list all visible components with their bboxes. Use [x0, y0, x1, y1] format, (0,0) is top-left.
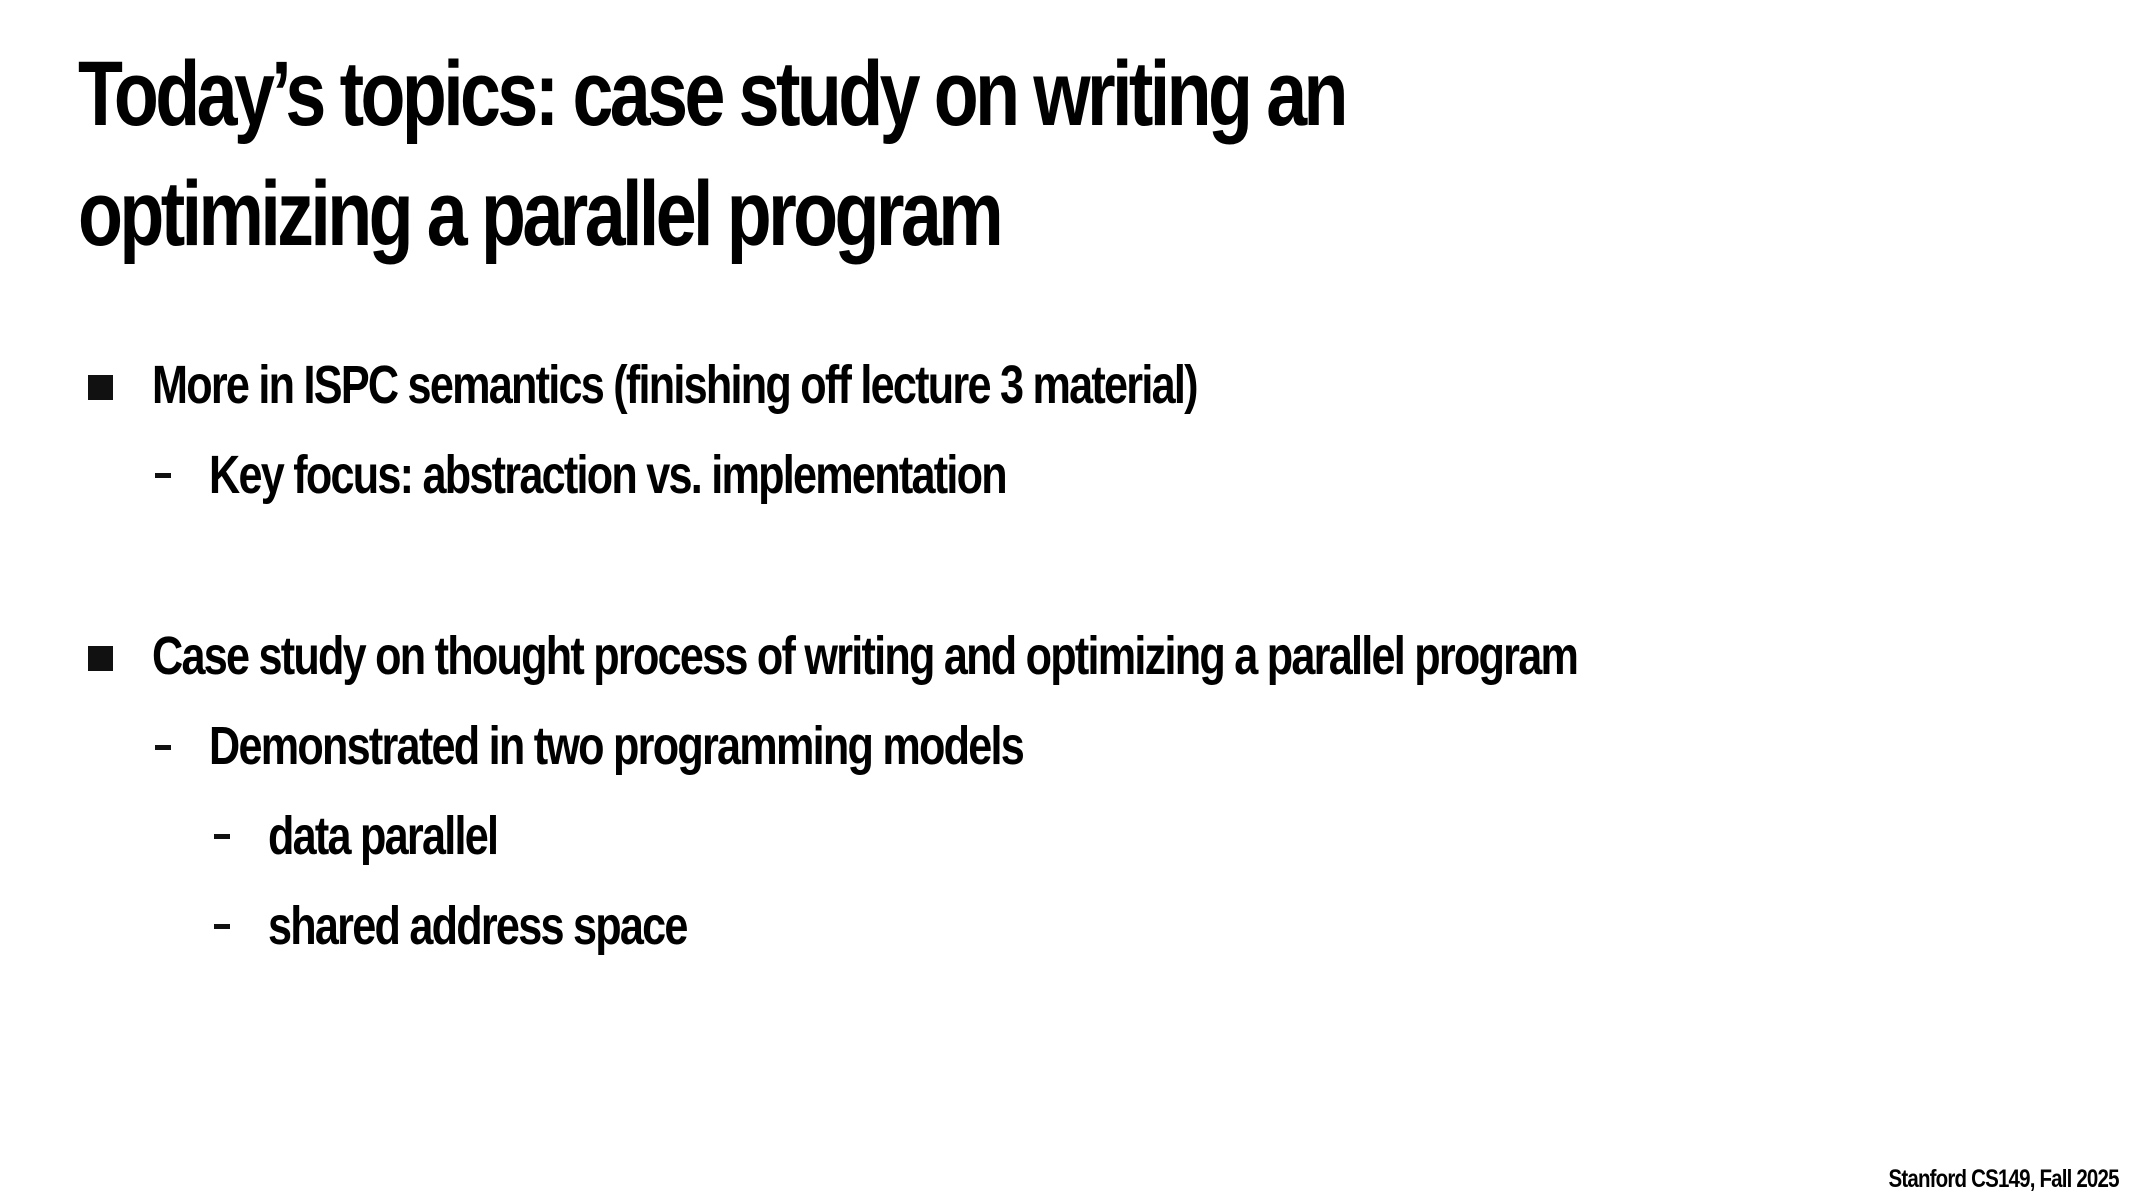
sub-sub-bullet-item: data parallel: [268, 806, 498, 866]
slide-title: Today’s topics: case study on writing an optimizing a parallel program: [78, 43, 1345, 265]
square-bullet-icon: [88, 375, 113, 400]
sub-sub-bullet-item: shared address space: [268, 896, 687, 956]
bullet-item: More in ISPC semantics (finishing off lecture 3 material): [152, 355, 1197, 415]
dash-bullet-icon: [214, 924, 230, 929]
sub-bullet-item: Key focus: abstraction vs. implementation: [209, 445, 1006, 505]
dash-bullet-icon: [155, 745, 171, 750]
slide-footer: Stanford CS149, Fall 2025: [1888, 1165, 2119, 1193]
sub-bullet-item: Demonstrated in two programming models: [209, 716, 1024, 776]
square-bullet-icon: [88, 646, 113, 671]
bullet-item: Case study on thought process of writing and optimizing a parallel program: [152, 626, 1578, 686]
dash-bullet-icon: [214, 834, 230, 839]
dash-bullet-icon: [155, 473, 171, 478]
